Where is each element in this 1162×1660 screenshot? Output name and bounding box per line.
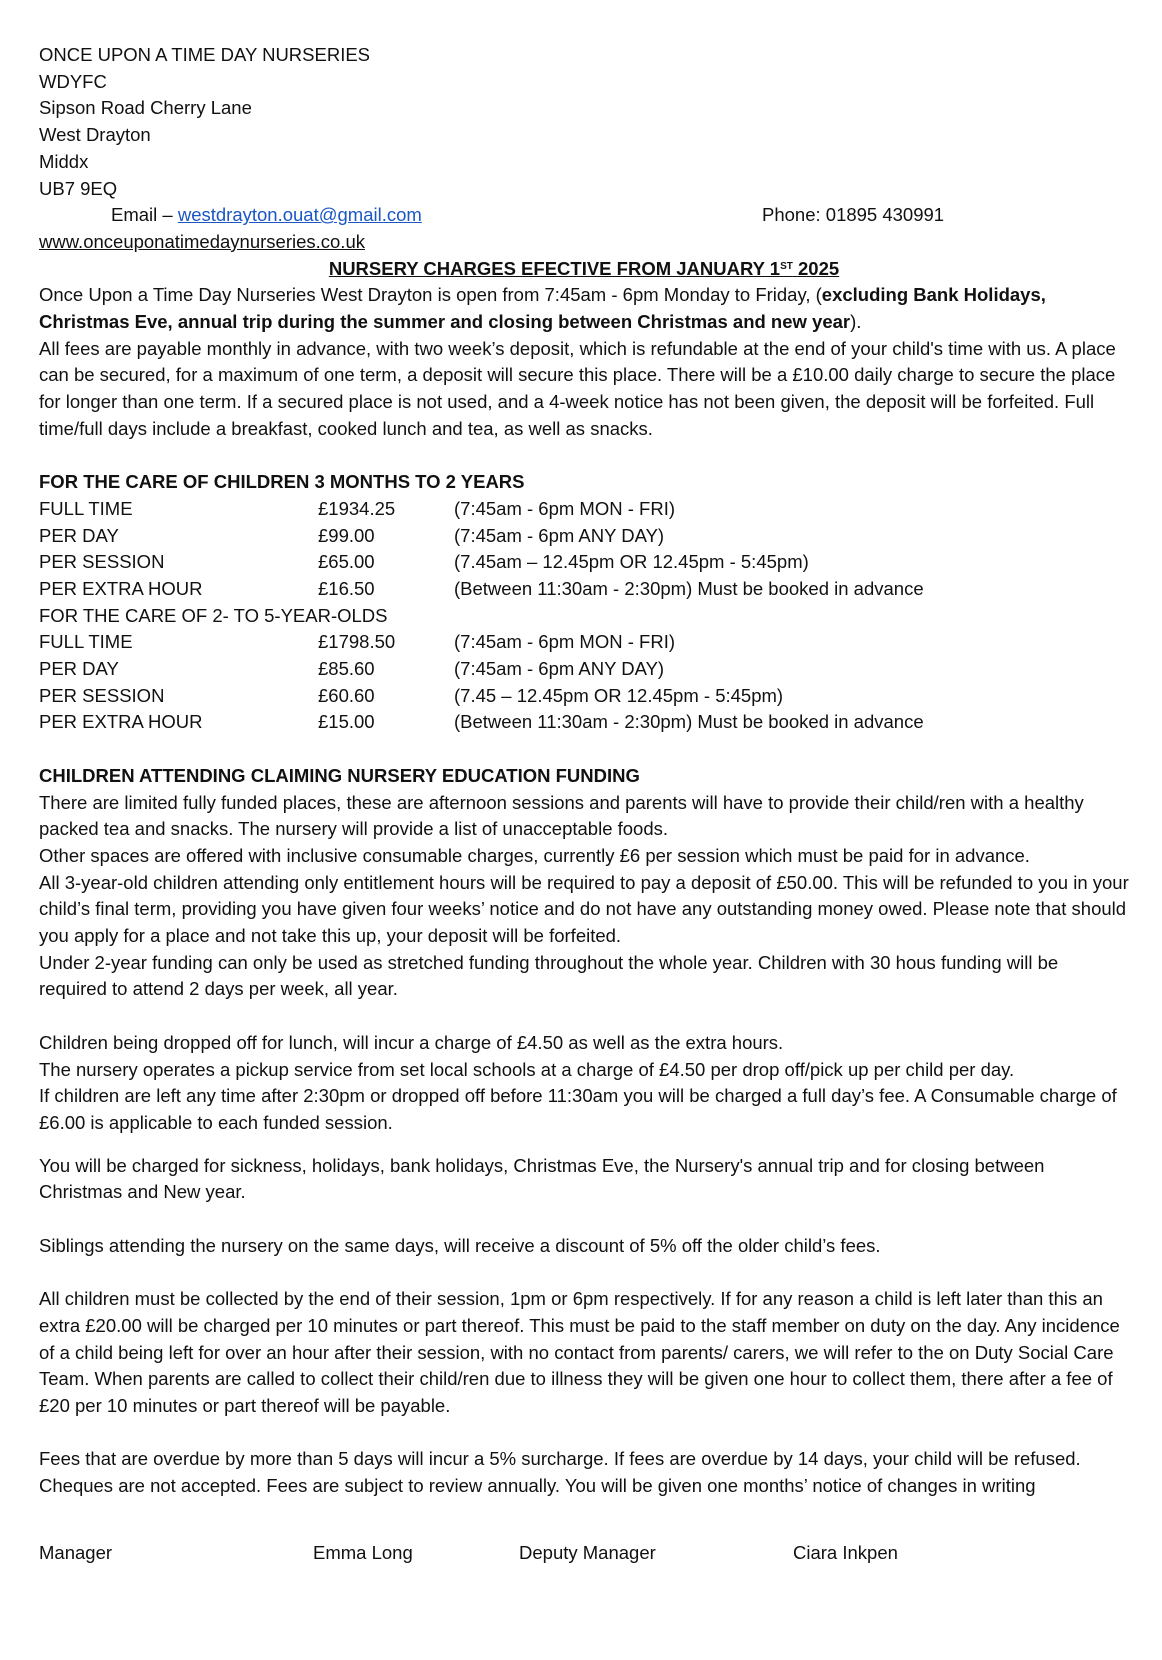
address-line: Sipson Road Cherry Lane: [39, 97, 252, 119]
fees-paragraph: All fees are payable monthly in advance, with two week’s deposit, which is refundable at the end of your child's time with us. A place can be secured, for a maximum of one term, a deposit will secure this place. There will be a £10.00 daily charge to secure the place for longer than one term. If a secured place is not used, and a 4-week notice has not been given, the deposit will be forfeited. Full time/full days include a breakfast, cooked lunch and tea, as well as snacks.: [39, 337, 1116, 439]
signature-row: [39, 1540, 1129, 1567]
siblings-paragraph: Siblings attending the nursery on the same days, will receive a discount of 5% off the older child’s fees.: [39, 1234, 881, 1256]
extras-paragraph: If children are left any time after 2:30pm or dropped off before 11:30am you will be charged a full day’s fee. A Consumable charge of £6.00 is applicable to each funded session.: [39, 1085, 1117, 1133]
fee-row: PER SESSION £65.00 (7.45am – 12.45pm OR 12.45pm - 5:45pm): [39, 551, 809, 573]
address-line: UB7 9EQ: [39, 177, 118, 199]
funding-heading: CHILDREN ATTENDING CLAIMING NURSERY EDUCATION FUNDING: [39, 764, 640, 786]
address-line: Middx: [39, 150, 89, 172]
letterhead: [39, 42, 1129, 256]
deputy-name: Ciara Inkpen: [793, 1541, 898, 1563]
extras-paragraph: The nursery operates a pickup service from set local schools at a charge of £4.50 per drop off/pick up per child per day.: [39, 1058, 1015, 1080]
email-prefix: Email –: [111, 204, 178, 226]
funding-paragraph: There are limited fully funded places, these are afternoon sessions and parents will have to provide their child/ren with a healthy packed tea and snacks. The nursery will provide a list of unacceptable foods.: [39, 791, 1084, 840]
fee-row: PER EXTRA HOUR £16.50 (Between 11:30am - 2:30pm) Must be booked in advance: [39, 577, 924, 599]
address-line: WDYFC: [39, 70, 107, 92]
page-title: NURSERY CHARGES EFECTIVE FROM JANUARY 1ST 2025: [328, 257, 840, 279]
phone-number: Phone: 01895 430991: [762, 204, 945, 226]
email-link[interactable]: westdrayton.ouat@gmail.com: [177, 204, 422, 226]
fee-row: PER DAY £85.60 (7:45am - 6pm ANY DAY): [39, 658, 665, 680]
deputy-label: Deputy Manager: [519, 1541, 656, 1563]
address-line: West Drayton: [39, 124, 151, 146]
email-block: [111, 202, 422, 229]
over-2-heading: FOR THE CARE OF 2- TO 5-YEAR-OLDS: [39, 604, 388, 626]
document-page: [39, 42, 1129, 1566]
fee-row: PER EXTRA HOUR £15.00 (Between 11:30am - 2:30pm) Must be booked in advance: [39, 711, 924, 733]
funding-paragraph: All 3-year-old children attending only entitlement hours will be required to pay a deposit of £50.00. This will be refunded to you in your child’s final term, providing you have given four weeks’ notice and do not have any outstanding money owed. Please note that should you apply for a place and not take this up, your deposit will be forfeited.: [39, 871, 1129, 947]
funding-paragraph: Under 2-year funding can only be used as stretched funding throughout the whole year. Children with 30 hous funding will be required to attend 2 days per week, all year.: [39, 951, 1059, 1000]
opening-hours-paragraph: Once Upon a Time Day Nurseries West Drayton is open from 7:45am - 6pm Monday to Friday, (excluding Bank Holidays, Christmas Eve, annual trip during the summer and closing between Christmas and new year).: [39, 284, 1046, 333]
manager-label: Manager: [39, 1541, 113, 1563]
collection-paragraph: All children must be collected by the end of their session, 1pm or 6pm respectively. If for any reason a child is left later than this an extra £20.00 will be charged per 10 minutes or part thereof. This must be paid to the staff member on duty on the day. Any incidence of a child being left for over an hour after their session, with no contact from parents/ carers, we will refer to the on Duty Social Care Team. When parents are called to collect their child/ren due to illness they will be given one hour to collect them, there after a fee of £20 per 10 minutes or part thereof will be payable.: [39, 1288, 1120, 1416]
fee-row: PER SESSION £60.60 (7.45 – 12.45pm OR 12.45pm - 5:45pm): [39, 684, 784, 706]
fee-row: PER DAY £99.00 (7:45am - 6pm ANY DAY): [39, 524, 665, 546]
exclusions-text: excluding Bank Holidays, Christmas Eve, annual trip during the summer and closing between Christmas and new year: [39, 284, 1046, 333]
fee-row: FULL TIME £1798.50 (7:45am - 6pm MON - FRI): [39, 631, 675, 653]
under-2-heading: FOR THE CARE OF CHILDREN 3 MONTHS TO 2 YEARS: [39, 471, 525, 493]
fee-row: FULL TIME £1934.25 (7:45am - 6pm MON - FRI): [39, 497, 675, 519]
extras-paragraph: Children being dropped off for lunch, will incur a charge of £4.50 as well as the extra hours.: [39, 1031, 784, 1053]
website-link[interactable]: www.onceuponatimedaynurseries.co.uk: [39, 230, 365, 252]
funding-paragraph: Other spaces are offered with inclusive consumable charges, currently £6 per session which must be paid for in advance.: [39, 844, 1030, 866]
org-name: ONCE UPON A TIME DAY NURSERIES: [39, 44, 371, 65]
sickness-paragraph: You will be charged for sickness, holidays, bank holidays, Christmas Eve, the Nursery's annual trip and for closing between Christmas and New year.: [39, 1154, 1045, 1203]
manager-name: Emma Long: [313, 1541, 413, 1563]
contact-row: [39, 202, 1129, 229]
overdue-paragraph: Fees that are overdue by more than 5 days will incur a 5% surcharge. If fees are overdue by 14 days, your child will be refused. Cheques are not accepted. Fees are subject to review annually. You will be given one months’ notice of changes in writing: [39, 1448, 1081, 1497]
